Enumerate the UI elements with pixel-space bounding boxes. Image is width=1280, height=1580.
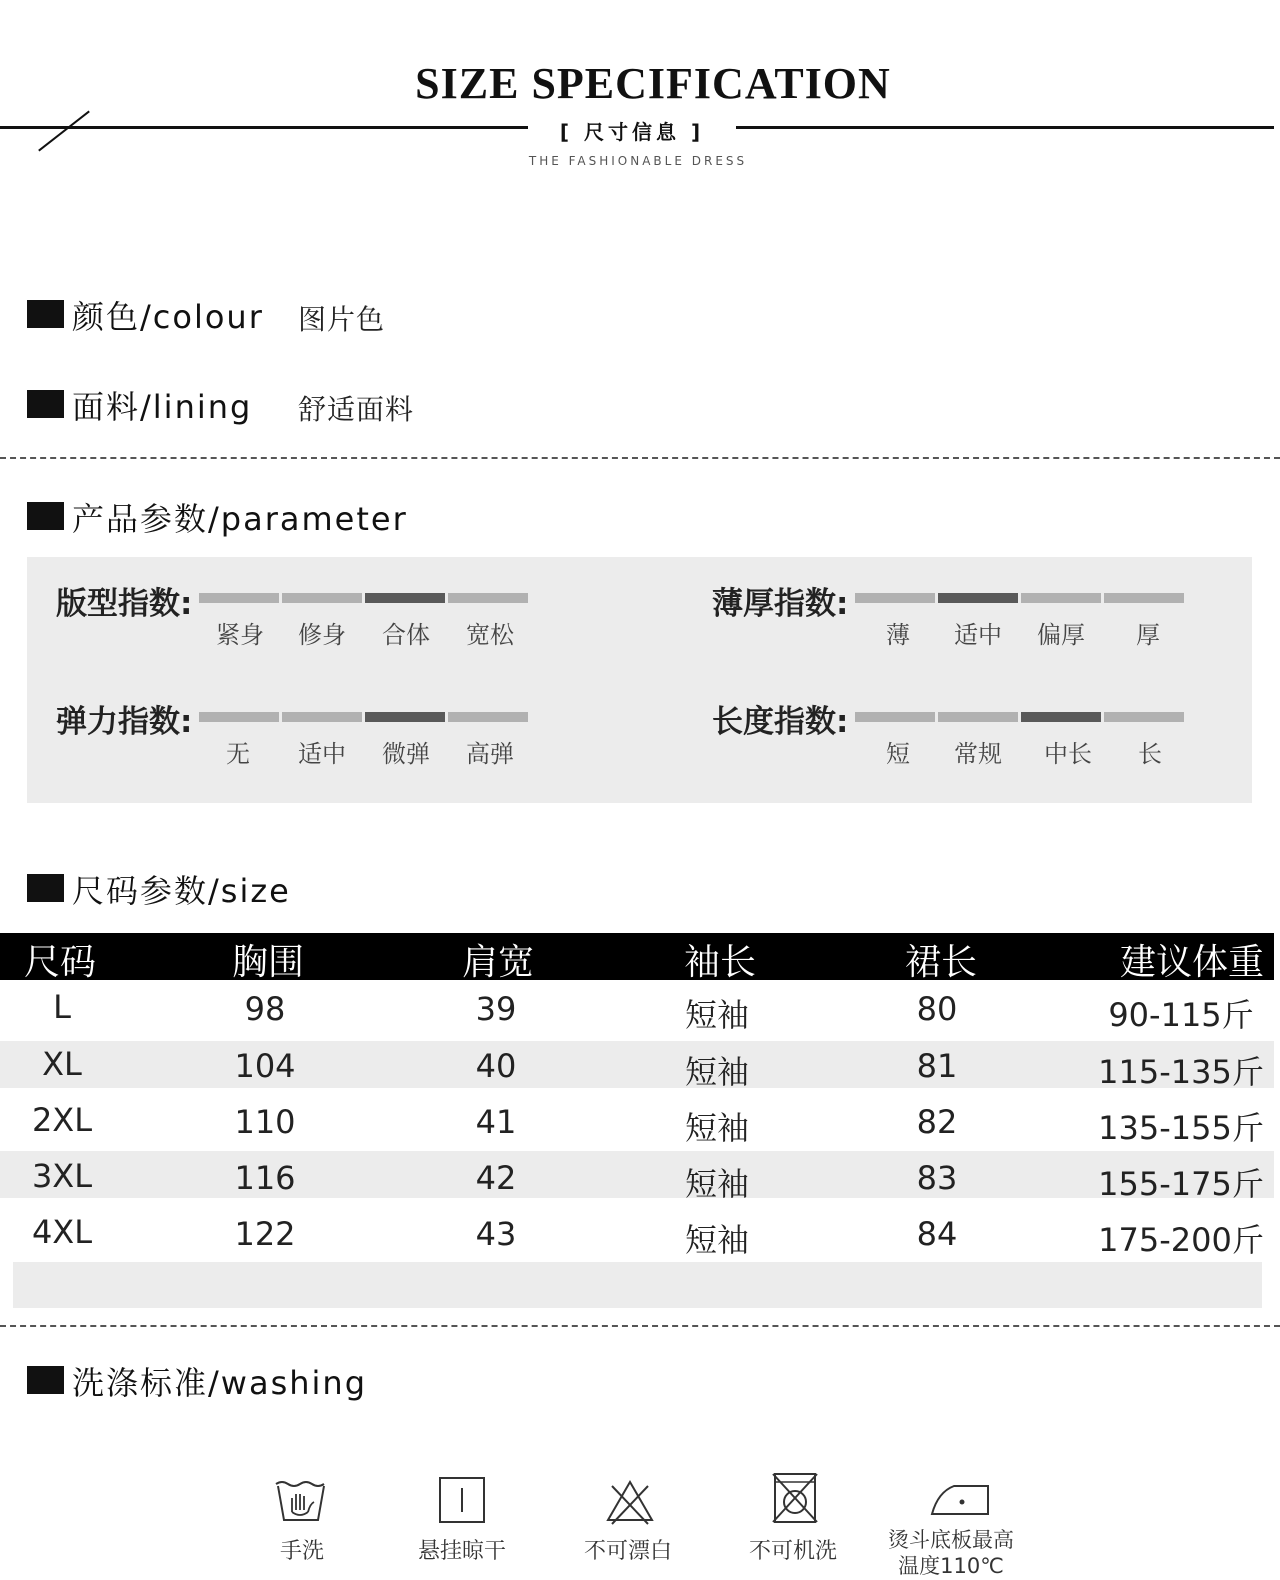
table-cell: 155-175斤 xyxy=(1098,1165,1264,1203)
table-cell: XL xyxy=(42,1045,82,1083)
header-slash-decoration xyxy=(38,111,90,152)
table-cell: 41 xyxy=(475,1103,517,1141)
section-marker xyxy=(27,390,64,418)
column-header: 裙长 xyxy=(905,942,978,983)
table-cell: 122 xyxy=(234,1215,296,1253)
table-cell: 175-200斤 xyxy=(1098,1221,1264,1259)
scale-segment xyxy=(448,712,528,722)
parameter-label: 产品参数/parameter xyxy=(72,500,408,538)
table-cell: 115-135斤 xyxy=(1098,1053,1264,1091)
fit-index-label: 版型指数: xyxy=(56,586,193,622)
lining-value: 舒适面料 xyxy=(298,393,415,426)
scale-segment-selected xyxy=(365,593,445,603)
table-cell: 135-155斤 xyxy=(1098,1109,1264,1147)
colour-label: 颜色/colour xyxy=(72,298,264,336)
thickness-index-label: 薄厚指数: xyxy=(712,586,849,622)
elasticity-option: 微弹 xyxy=(382,740,430,768)
elasticity-option: 高弹 xyxy=(466,740,514,768)
header-subtitle: [ 尺寸信息 ] xyxy=(559,120,705,144)
washing-label: 洗涤标准/washing xyxy=(72,1364,368,1402)
wash-label: 手洗 xyxy=(279,1539,324,1564)
table-cell: 短袖 xyxy=(684,1109,749,1147)
elasticity-option: 适中 xyxy=(298,740,346,768)
dashed-divider xyxy=(0,457,1280,459)
table-cell: 短袖 xyxy=(684,1221,749,1259)
table-cell: 40 xyxy=(475,1047,517,1085)
table-cell: 82 xyxy=(916,1103,958,1141)
scale-segment-selected xyxy=(938,593,1018,603)
thickness-option: 薄 xyxy=(886,621,910,649)
table-cell: 90-115斤 xyxy=(1108,996,1254,1034)
length-index-label: 长度指数: xyxy=(712,704,849,740)
page-title: SIZE SPECIFICATION xyxy=(415,59,891,108)
scale-segment xyxy=(855,712,935,722)
elasticity-option: 无 xyxy=(226,740,250,768)
table-cell: 42 xyxy=(475,1159,517,1197)
table-cell: 98 xyxy=(244,990,286,1028)
fit-option: 修身 xyxy=(298,621,346,649)
iron-icon xyxy=(928,1478,992,1520)
table-cell: 116 xyxy=(234,1159,296,1197)
thickness-option: 偏厚 xyxy=(1037,621,1085,649)
thickness-option: 适中 xyxy=(954,621,1002,649)
length-option: 常规 xyxy=(954,740,1002,768)
colour-value: 图片色 xyxy=(298,303,386,336)
hand-wash-icon xyxy=(272,1474,332,1526)
section-marker xyxy=(27,502,64,530)
length-option: 短 xyxy=(886,740,910,768)
column-header: 胸围 xyxy=(232,942,305,983)
table-cell: 110 xyxy=(234,1103,296,1141)
fit-option: 紧身 xyxy=(216,621,264,649)
scale-segment xyxy=(199,593,279,603)
fit-option: 合体 xyxy=(382,621,430,649)
wash-label: 不可机洗 xyxy=(748,1539,837,1564)
no-bleach-icon xyxy=(604,1478,656,1526)
empty-row xyxy=(13,1262,1262,1308)
scale-segment xyxy=(448,593,528,603)
table-cell: 80 xyxy=(916,990,958,1028)
table-cell: 4XL xyxy=(31,1213,93,1251)
table-cell: 3XL xyxy=(31,1157,93,1195)
scale-segment xyxy=(199,712,279,722)
table-cell: 104 xyxy=(234,1047,296,1085)
header-tagline: THE FASHIONABLE DRESS xyxy=(528,154,748,168)
table-cell: 84 xyxy=(916,1215,958,1253)
scale-segment-selected xyxy=(1021,712,1101,722)
scale-segment xyxy=(1104,593,1184,603)
header-rule-right xyxy=(736,126,1274,129)
table-cell: 39 xyxy=(475,990,517,1028)
column-header: 建议体重 xyxy=(1120,942,1265,983)
section-marker xyxy=(27,300,64,328)
scale-segment xyxy=(282,712,362,722)
row-stripe xyxy=(0,1151,1274,1198)
elasticity-index-label: 弹力指数: xyxy=(56,704,193,740)
hang-dry-icon xyxy=(436,1474,488,1526)
wash-label: 悬挂晾干 xyxy=(417,1539,506,1564)
header-rule-left xyxy=(0,126,528,129)
wash-label: 不可漂白 xyxy=(583,1539,672,1564)
table-cell: L xyxy=(53,988,71,1026)
scale-segment xyxy=(1021,593,1101,603)
wash-label: 温度110℃ xyxy=(898,1554,1004,1578)
length-option: 长 xyxy=(1138,740,1162,768)
table-cell: 2XL xyxy=(31,1101,93,1139)
table-cell: 83 xyxy=(916,1159,958,1197)
lining-label: 面料/lining xyxy=(72,388,253,426)
table-cell: 43 xyxy=(475,1215,517,1253)
column-header: 肩宽 xyxy=(462,942,535,983)
scale-segment-selected xyxy=(365,712,445,722)
scale-segment xyxy=(855,593,935,603)
table-cell: 短袖 xyxy=(684,996,749,1034)
dashed-divider xyxy=(0,1325,1280,1327)
scale-segment xyxy=(938,712,1018,722)
table-cell: 短袖 xyxy=(684,1053,749,1091)
table-cell: 81 xyxy=(916,1047,958,1085)
length-option: 中长 xyxy=(1044,740,1092,768)
column-header: 袖长 xyxy=(684,942,757,983)
size-table-header xyxy=(0,933,1274,980)
section-marker xyxy=(27,874,64,902)
table-cell: 短袖 xyxy=(684,1165,749,1203)
wash-label: 烫斗底板最高 xyxy=(888,1528,1014,1552)
section-marker xyxy=(27,1366,64,1394)
scale-segment xyxy=(1104,712,1184,722)
row-stripe xyxy=(0,1041,1274,1088)
size-label: 尺码参数/size xyxy=(72,872,291,910)
thickness-option: 厚 xyxy=(1136,621,1160,649)
scale-segment xyxy=(282,593,362,603)
column-header: 尺码 xyxy=(24,942,97,983)
no-machine-wash-icon xyxy=(770,1470,820,1526)
fit-option: 宽松 xyxy=(466,621,514,649)
